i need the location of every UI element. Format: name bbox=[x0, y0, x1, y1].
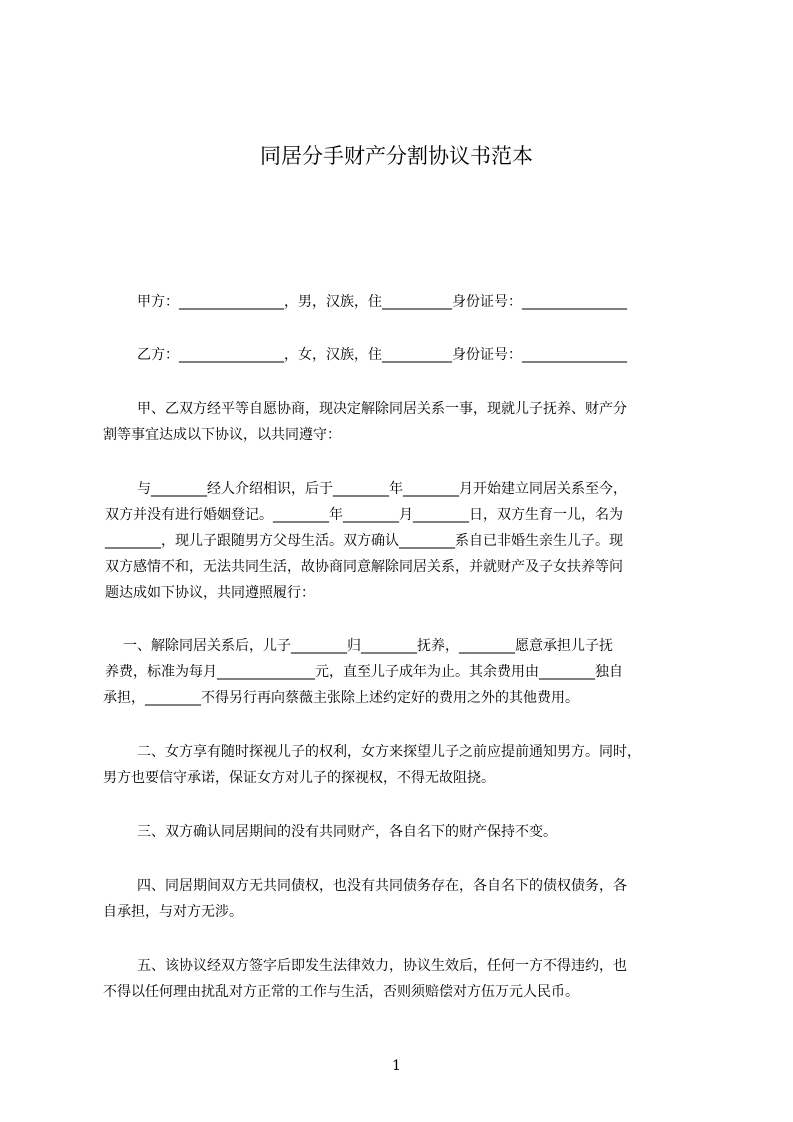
paragraph-line: 自承担，与对方无涉。 bbox=[103, 904, 243, 920]
paragraph-line: ________，现儿子跟随男方父母生活。双方确认________系自已非婚生亲生儿子。现 bbox=[105, 533, 623, 549]
party-b-line: 乙方：_______________，女，汉族，住__________身份证号：_______________ bbox=[137, 347, 627, 363]
paragraph-line: 五、该协议经双方签字后即发生法律效力，协议生效后，任何一方不得违约，也 bbox=[137, 958, 627, 974]
paragraph-line: 与________经人介绍相识，后于________年________月开始建立同居关系至今， bbox=[137, 481, 627, 497]
paragraph-line: 四、同居期间双方无共同债权，也没有共同债务存在，各自名下的债权债务，各 bbox=[137, 878, 627, 894]
paragraph-line: 不得以任何理由扰乱对方正常的工作与生活，否则须赔偿对方伍万元人民币。 bbox=[103, 984, 579, 1000]
paragraph-line: 双方感情不和，无法共同生活，故协商同意解除同居关系，并就财产及子女扶养等问 bbox=[105, 559, 623, 575]
document-title: 同居分手财产分割协议书范本 bbox=[260, 144, 533, 168]
party-a-line: 甲方：_______________，男，汉族，住__________身份证号：_______________ bbox=[137, 294, 627, 310]
paragraph-line: 甲、乙双方经平等自愿协商，现决定解除同居关系一事，现就儿子抚养、财产分 bbox=[137, 401, 627, 417]
paragraph-line: 题达成如下协议，共同遵照履行： bbox=[105, 585, 315, 601]
paragraph-line: 割等事宜达成以下协议，以共同遵守： bbox=[103, 427, 341, 443]
paragraph-line: 三、双方确认同居期间的没有共同财产，各自名下的财产保持不变。 bbox=[137, 824, 557, 840]
page-number: 1 bbox=[392, 1058, 401, 1074]
paragraph-line: 养费，标准为每月______________元，直至儿子成年为止。其余费用由________独自 bbox=[105, 664, 623, 680]
paragraph-line: 双方并没有进行婚姻登记。________年________月________日，双方生育一儿，名为 bbox=[105, 507, 623, 523]
paragraph-line: 承担，________不得另行再向蔡薇主张除上述约定好的费用之外的其他费用。 bbox=[103, 690, 579, 706]
paragraph-line: 男方也要信守承诺，保证女方对儿子的探视权，不得无故阻挠。 bbox=[103, 770, 495, 786]
paragraph-line: 二、女方享有随时探视儿子的权利，女方来探望儿子之前应提前通知男方。同时， bbox=[137, 744, 641, 760]
paragraph-line: 一、解除同居关系后，儿子________归________抚养，________愿意承担儿子抚 bbox=[123, 638, 613, 654]
